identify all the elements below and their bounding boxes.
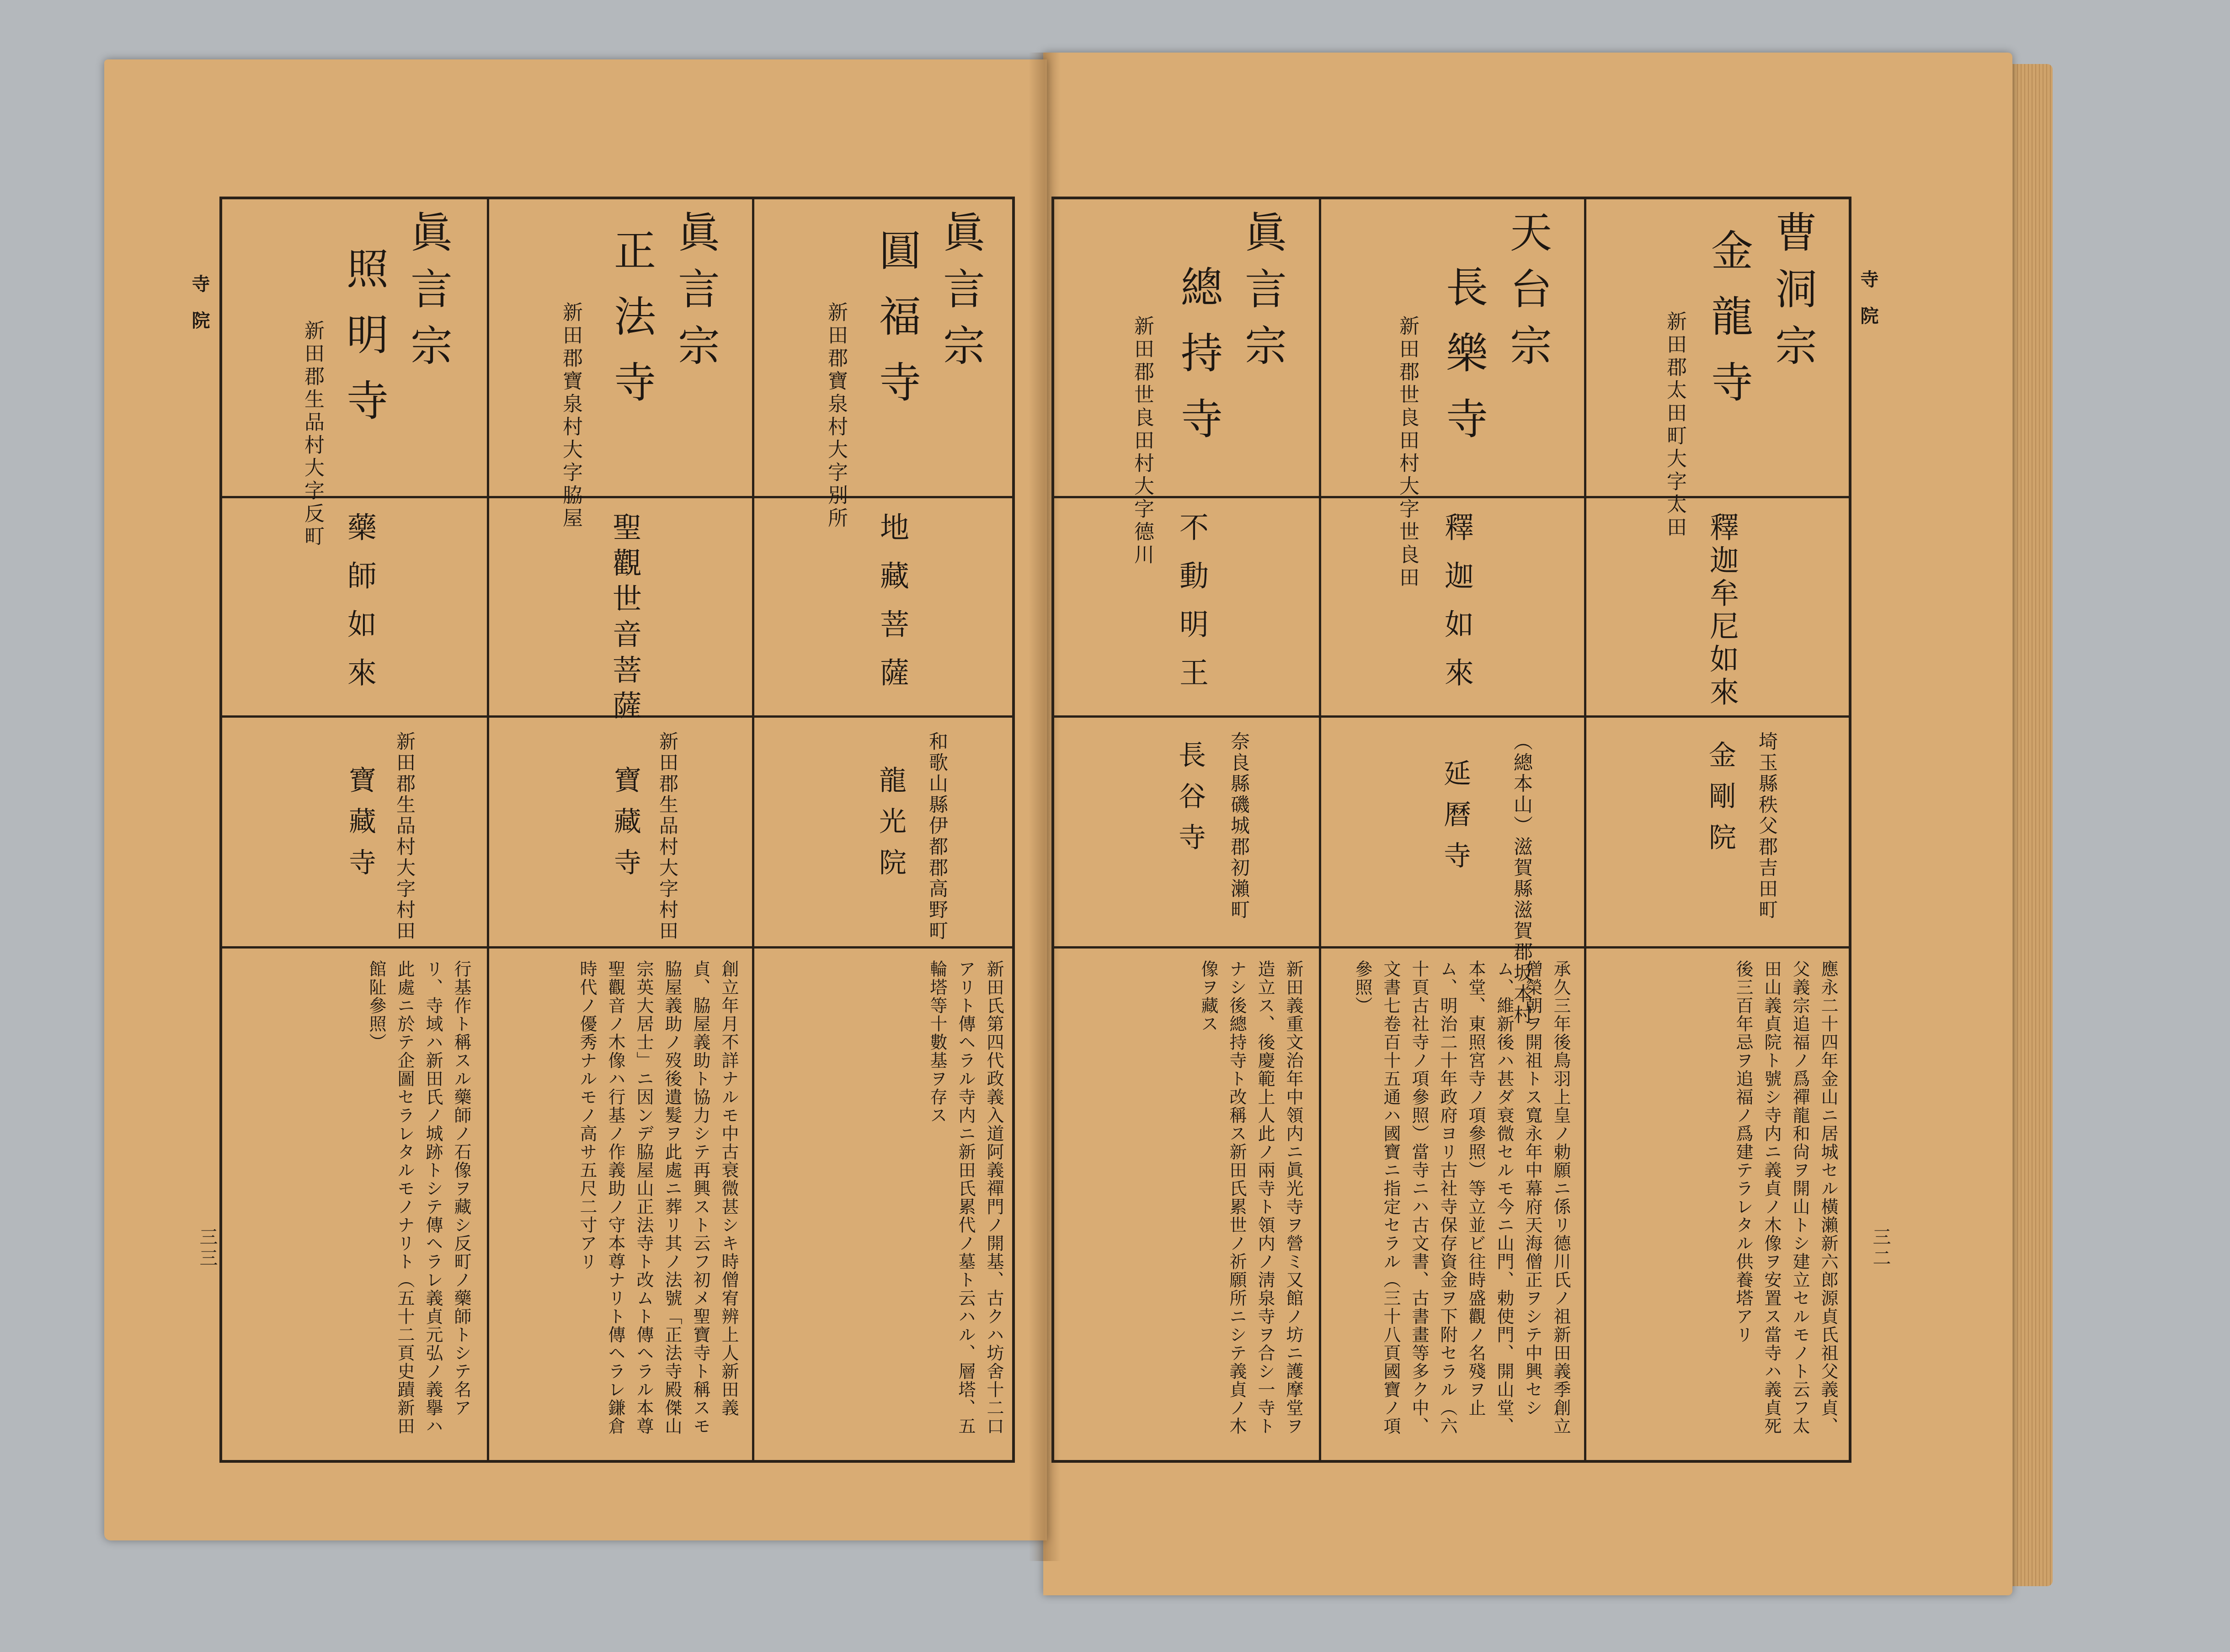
temple-name: 長樂寺 [1439, 265, 1488, 463]
principal-deity: 不動明王 [1174, 512, 1208, 706]
sect-label: 眞言宗 [936, 210, 985, 380]
temple-name: 照明寺 [340, 247, 389, 444]
sect-label: 眞言宗 [1238, 210, 1287, 380]
row-divider [219, 946, 1015, 949]
head-temple: 長谷寺 [1174, 741, 1206, 864]
temple-address: 新田郡世良田村大字世良田 [1396, 315, 1419, 590]
temple-name: 總持寺 [1174, 265, 1223, 463]
principal-deity: 釋迦如來 [1440, 512, 1473, 706]
temple-notes: 新田義重文治年中領内ニ眞光寺ヲ營ミ又館ノ坊ニ護摩堂ヲ造立ス、後慶範上人此ノ兩寺ト領内ノ淸泉寺ヲ合シ一寺トナシ後總持寺ト改稱ス新田氏累世ノ祈願所ニシテ義貞ノ木像ヲ藏ス [1198, 960, 1303, 1435]
temple-name: 金龍寺 [1704, 229, 1753, 426]
head-temple-location: 新田郡生品村大字村田 [656, 731, 679, 942]
temple-address: 新田郡太田町大字太田 [1663, 311, 1686, 539]
left-column-divider [752, 197, 754, 1463]
row-divider [219, 496, 1015, 498]
running-head-right: 寺院 [1857, 270, 1879, 343]
temple-name: 正法寺 [607, 229, 656, 426]
right-column-divider [1584, 197, 1586, 1463]
principal-deity: 藥師如來 [342, 512, 376, 706]
temple-notes: 行基作ト稱スル藥師ノ石像ヲ藏シ反町ノ藥師トシテ名アリ、寺域ハ新田氏ノ城跡トシテ傳ヘラレ義貞元弘ノ義擧ハ此處ニ於テ企圖セラレタルモノナリト（五十二頁史蹟新田館阯參照） [366, 960, 471, 1435]
row-divider [1051, 946, 1851, 949]
sect-label: 眞言宗 [404, 210, 453, 380]
sect-label: 眞言宗 [671, 210, 720, 380]
row-divider [1051, 496, 1851, 498]
row-divider [1051, 715, 1851, 718]
principal-deity: 釋迦牟尼如來 [1705, 512, 1739, 709]
temple-notes: 應永二十四年金山ニ居城セル橫瀨新六郎源貞氏祖父義貞、父義宗追福ノ爲禪龍和尙ヲ開山トシ建立セルモノト云フ太田山義貞院ト號シ寺内ニ義貞ノ木像ヲ安置ス當寺ハ義貞死後三百年忌ヲ追福ノ爲建テラレタル供養塔アリ [1733, 960, 1838, 1435]
temple-notes: 承久三年後鳥羽上皇ノ勅願ニ係リ德川氏ノ祖新田義季創立僧榮朝ヲ開祖トス寬永年中幕府天海僧正ヲシテ中興セシム、維新後ハ甚ダ衰微セルモ今ニ山門、勅使門、開山堂、本堂、東照宮寺ノ項參照）等立並ビ往時盛觀ノ名殘ヲ止ム、明治二十年政府ヨリ古社寺保存資金ヲ下附セラル（六十頁古社寺ノ項參照）當寺ニハ古文書、古書畫等多ク中、文書七卷百十五通ハ國寶ニ指定セラル（三十八頁國寶ノ項參照） [1352, 960, 1571, 1435]
head-temple-location: （總本山）滋賀縣滋賀郡坂本村 [1511, 731, 1533, 1026]
head-temple-location: 新田郡生品村大字村田 [394, 731, 416, 942]
head-temple: 龍光院 [875, 766, 907, 889]
head-temple: 金剛院 [1704, 741, 1736, 864]
head-temple-location: 和歌山縣伊都郡高野町 [926, 731, 949, 942]
temple-address: 新田郡寶泉村大字脇屋 [559, 302, 582, 530]
principal-deity: 聖觀世音菩薩 [608, 512, 641, 726]
page-number-right: 三二 [1870, 1227, 1891, 1269]
page-number-left: 三三 [197, 1227, 218, 1269]
temple-address: 新田郡生品村大字反町 [301, 320, 324, 549]
temple-notes: 新田氏第四代政義入道阿義禪門ノ開基、古クハ坊舍十二口アリト傳ヘラル寺内ニ新田氏累代ノ墓ト云ハル、層塔、五輪塔等十數基ヲ存ス [927, 960, 1004, 1435]
temple-name: 圓福寺 [872, 229, 921, 426]
head-temple: 延曆寺 [1439, 759, 1471, 882]
head-temple-location: 埼玉縣秩父郡吉田町 [1756, 731, 1778, 921]
sect-label: 天台宗 [1503, 210, 1552, 380]
head-temple: 寶藏寺 [609, 766, 641, 889]
sect-label: 曹洞宗 [1768, 210, 1817, 380]
temple-address: 新田郡世良田村大字德川 [1131, 315, 1154, 567]
principal-deity: 地藏菩薩 [875, 512, 909, 706]
temple-notes: 創立年月不詳ナルモ中古衰微甚シキ時僧宥辨上人新田義貞、脇屋義助ト協力シテ再興スト云フ初メ聖寶寺ト稱スモ脇屋義助ノ歿後遺髮ヲ此處ニ葬リ其ノ法號「正法寺殿傑山宗英大居士」ニ因ンデ脇屋山正法寺ト改ムト傳ヘラル本尊聖觀音ノ木像ハ行基ノ作義助ノ守本尊ナリト傳ヘラレ鎌倉時代ノ優秀ナルモノ高サ五尺二寸アリ [577, 960, 739, 1435]
running-head-left: 寺院 [189, 274, 210, 347]
left-column-divider [487, 197, 489, 1463]
head-temple-location: 奈良縣磯城郡初瀨町 [1228, 731, 1250, 921]
right-column-divider [1319, 197, 1321, 1463]
temple-address: 新田郡寶泉村大字別所 [824, 302, 848, 530]
head-temple: 寶藏寺 [344, 766, 376, 889]
